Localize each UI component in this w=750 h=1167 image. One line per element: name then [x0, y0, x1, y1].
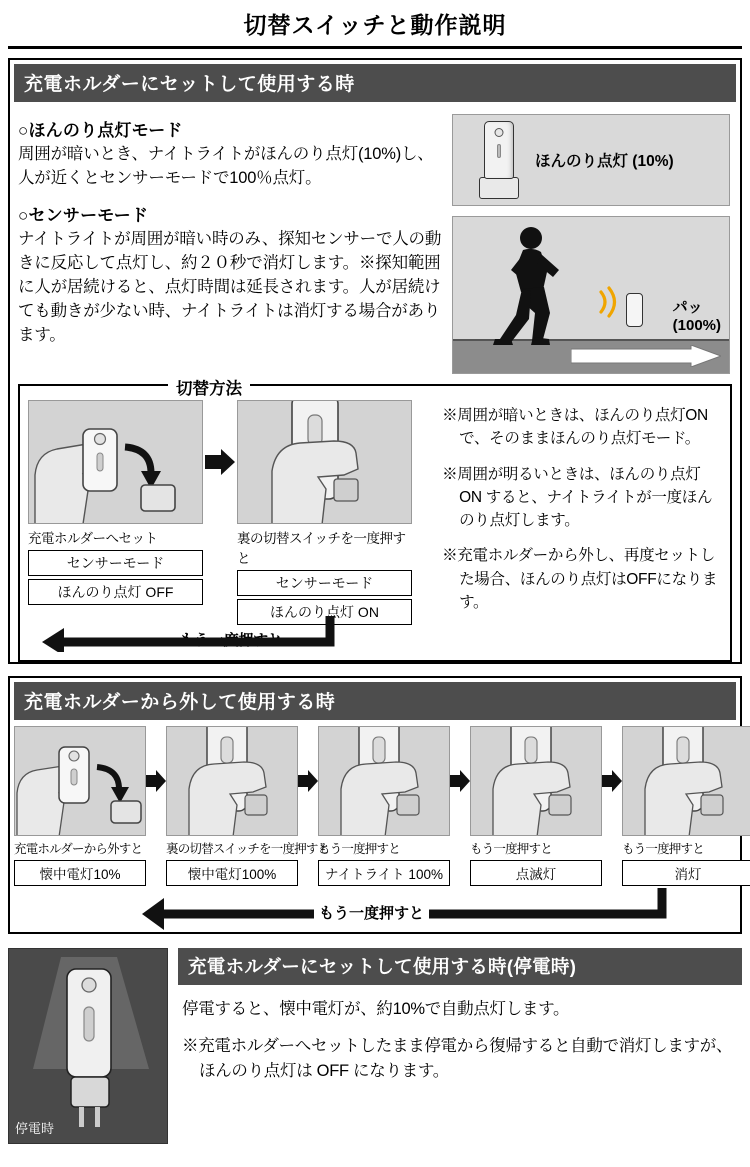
thumb-pressing-switch-image-4: [622, 726, 750, 836]
switch-notes-column: [434, 400, 722, 650]
switch-step-2: [237, 400, 412, 625]
section2-band: 充電ホルダーから外して使用する時: [14, 682, 736, 720]
switch-step-2-caption: 裏の切替スイッチを一度押すと: [237, 531, 406, 566]
outage-body: [168, 948, 742, 1144]
thumb-pressing-switch-image-3: [470, 726, 602, 836]
mode1-heading: ○ほんのり点灯モード: [18, 121, 183, 140]
flow-arrow-icon-4: [602, 726, 622, 836]
step-arrow-icon-1: [203, 400, 237, 524]
flow-arrow-icon-3: [450, 726, 470, 836]
flow-step-1-state: 懐中電灯10%: [14, 860, 146, 886]
mode2-body: ナイトライトが周囲が暗い時のみ、探知センサーで人の動きに反応して点灯し、約２０秒で消灯します。※探知範囲に人が居続けると、点灯時間は延長されます。人が居続けても動きが少ない時、ナイトライトは消灯する場合があります。: [18, 229, 442, 344]
flow-step-2-state: 懐中電灯100%: [166, 860, 298, 886]
device-led-icon: [495, 128, 504, 137]
flow-step-3-state: ナイトライト 100%: [318, 860, 450, 886]
dim-mode-caption: ほんのり点灯 (10%): [535, 153, 674, 170]
flow-step-4-state: 点滅灯: [470, 860, 602, 886]
sensor-waves-icon: [597, 284, 623, 325]
section1-band: 充電ホルダーにセットして使用する時: [14, 64, 736, 102]
sensor-caption-line2: (100%): [672, 317, 721, 334]
thumb-pressing-switch-image-1: [166, 726, 298, 836]
section3-band: 充電ホルダーにセットして使用する時(停電時): [178, 948, 742, 985]
switch-step-1-state-1: センサーモード: [28, 550, 203, 576]
outage-illustration: [8, 948, 168, 1144]
illustration-device-dim-glow: [452, 114, 730, 206]
flow-step-5-state: 消灯: [622, 860, 750, 886]
section2-loop-row: [14, 888, 736, 932]
flow-step-4: [470, 726, 602, 886]
section-removed-from-holder: [8, 676, 742, 934]
nightlight-device-icon: [484, 121, 514, 179]
switch-step-1-caption: 充電ホルダーへセット: [28, 531, 158, 546]
section-charging-holder: [8, 58, 742, 664]
flow-arrow-icon-2: [298, 726, 318, 836]
charging-holder-icon: [479, 177, 519, 199]
walking-person-icon: [481, 225, 589, 345]
outage-paragraph-1: 停電すると、懐中電灯が、約10%で自動点灯します。: [182, 1000, 570, 1018]
section1-text-column: [10, 110, 448, 374]
section-power-outage: [8, 948, 742, 1144]
flow-step-2: [166, 726, 330, 886]
outage-paragraph-2: ※充電ホルダーへセットしたまま停電から復帰すると自動で消灯しますが、ほんのり点灯は OFF になります。: [182, 1036, 733, 1080]
switch-steps-column: [28, 400, 434, 650]
switch-step-1: [28, 400, 203, 605]
mode1-body: 周囲が暗いとき、ナイトライトがほんのり点灯(10%)し、人が近くとセンサーモードで100％点灯。: [18, 145, 434, 187]
switch-note-2: ※周囲が明るいときは、ほんのり点灯ON すると、ナイトライトが一度ほんのり点灯します。: [442, 465, 713, 529]
switch-method-title: 切替方法: [168, 375, 250, 399]
flow-arrow-icon-1: [146, 726, 166, 836]
flow-step-1-caption: 充電ホルダーから外すと: [14, 842, 143, 856]
switch-note-1: ※周囲が暗いときは、ほんのり点灯ONで、そのままほんのり点灯モード。: [442, 407, 708, 448]
flow-step-2-caption: 裏の切替スイッチを一度押すと: [166, 842, 330, 856]
flow-step-5-caption: もう一度押すと: [622, 842, 704, 856]
device-slot-icon: [497, 144, 501, 158]
switch-loop-arrow-icon: [30, 616, 442, 652]
sensor-caption-line1: パッ: [672, 299, 703, 316]
motion-arrow-icon: [571, 345, 721, 367]
hand-setting-device-into-holder-image: [28, 400, 203, 524]
section2-loop-label: もう一度押すと: [314, 902, 429, 923]
page-title: 切替スイッチと動作説明: [8, 0, 742, 49]
switch-step-2-state-2: ほんのり点灯 ON: [237, 599, 412, 625]
section1-content: [10, 106, 740, 374]
hand-removing-device-from-holder-image: [14, 726, 146, 836]
flow-step-3-caption: もう一度押すと: [318, 842, 400, 856]
section2-flow: [10, 724, 740, 888]
thumb-pressing-switch-image-2: [318, 726, 450, 836]
flow-step-1: [14, 726, 146, 886]
section1-image-column: [448, 110, 736, 374]
flow-step-3: [318, 726, 450, 886]
nightlight-device-lit-icon: [626, 293, 643, 327]
switch-method-box: [18, 380, 732, 662]
switch-steps: [28, 400, 434, 625]
outage-image-badge: 停電時: [15, 1121, 55, 1136]
sensor-mode-caption: [673, 299, 721, 335]
switch-loop-label: もう一度押すと: [179, 632, 283, 649]
illustration-sensor-scene: [452, 216, 730, 374]
device-illustration: [479, 121, 519, 199]
switch-step-1-state-2: ほんのり点灯 OFF: [28, 579, 203, 605]
thumb-pressing-switch-image: [237, 400, 412, 524]
flow-step-5: [622, 726, 750, 886]
switch-note-3: ※充電ホルダーから外し、再度セットした場合、ほんのり点灯はOFFになります。: [442, 547, 718, 611]
switch-step-2-state-1: センサーモード: [237, 570, 412, 596]
flow-step-4-caption: もう一度押すと: [470, 842, 552, 856]
mode2-heading: ○センサーモード: [18, 205, 149, 225]
